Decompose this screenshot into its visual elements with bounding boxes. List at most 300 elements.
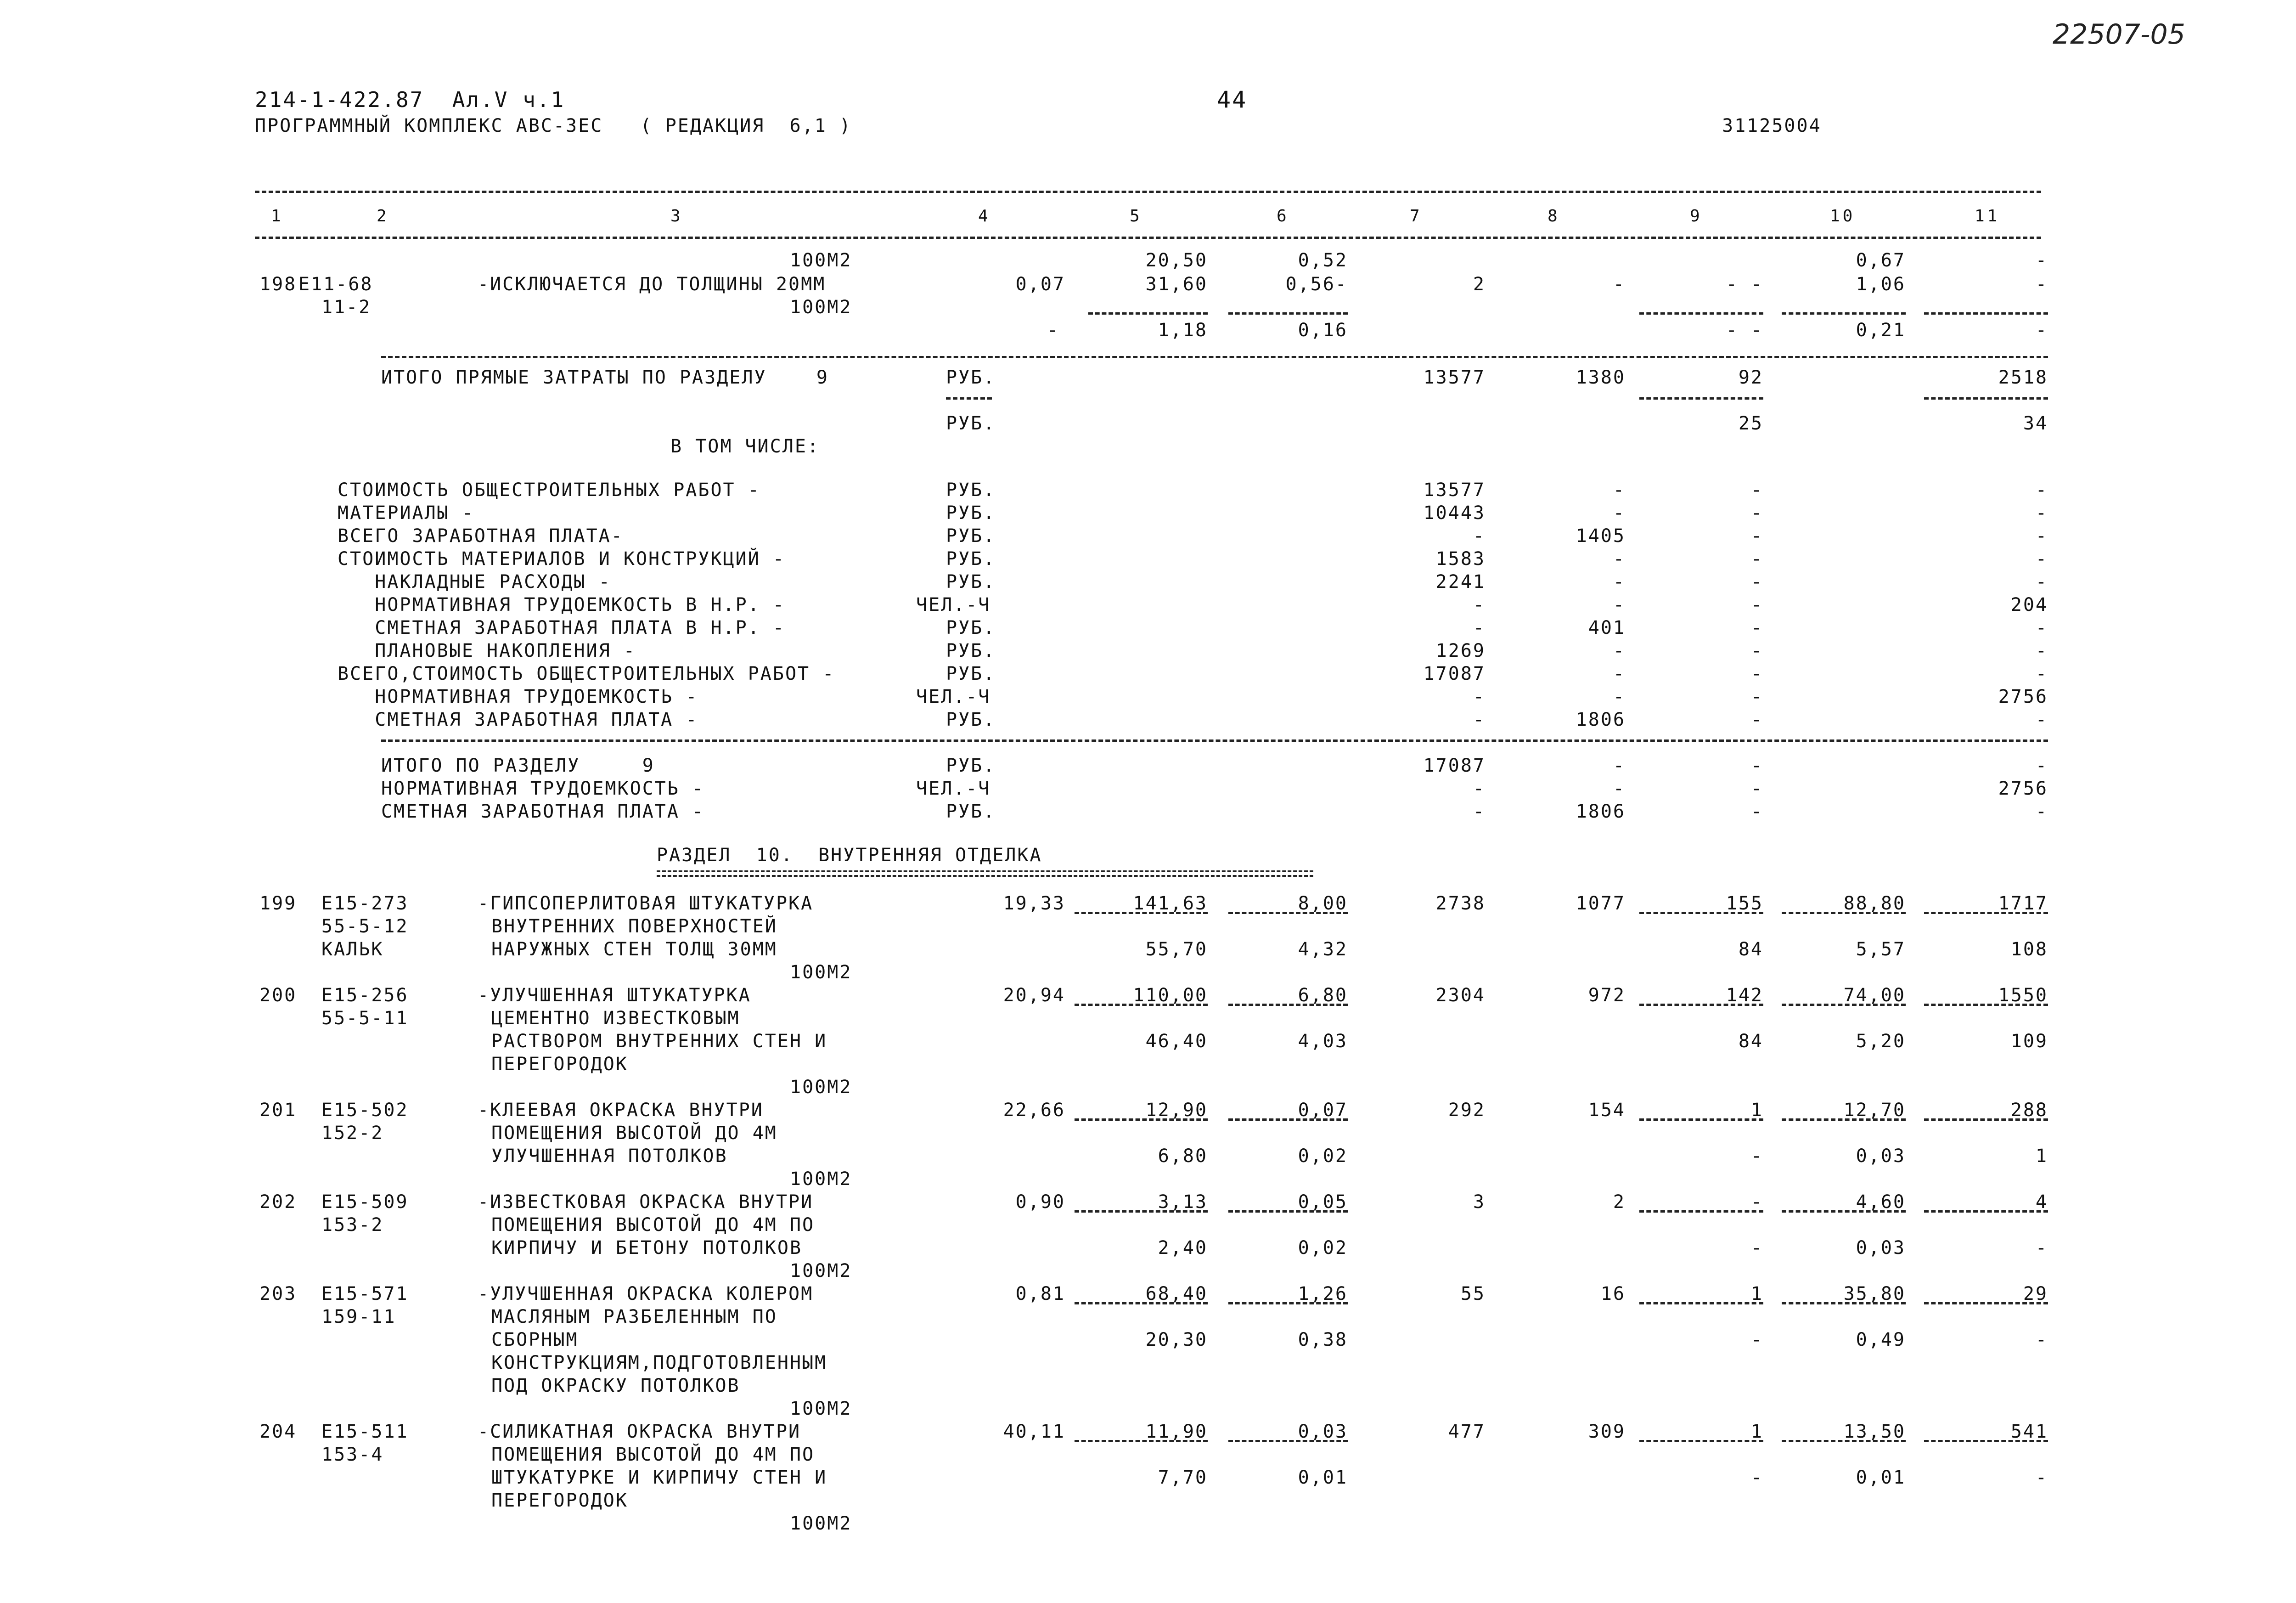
item-code: Е15-509 — [321, 1191, 409, 1213]
value-c5: 1,18 — [1158, 320, 1208, 341]
subtotal-rule-c9 — [1639, 1210, 1763, 1213]
item-description: ПЕРЕГОРОДОК — [491, 1054, 628, 1075]
item-code: Е15-571 — [321, 1283, 409, 1304]
item-code: Е15-256 — [321, 985, 409, 1006]
breakdown-label: НАКЛАДНЫЕ РАСХОДЫ - — [338, 571, 611, 593]
subtotal-rule-c6 — [1228, 1118, 1348, 1121]
value-c8: 1405 — [1576, 525, 1626, 547]
item-description: МАСЛЯНЫМ РАЗБЕЛЕННЫМ ПО — [491, 1306, 777, 1327]
value-c9: - — [1750, 548, 1763, 570]
column-header-9: 9 — [1690, 207, 1703, 226]
subtotal-rule-c10 — [1782, 312, 1906, 315]
value-c7: - — [1473, 778, 1486, 799]
value-c8: - — [1613, 686, 1626, 707]
value-c11: - — [2035, 502, 2048, 524]
section-total-label: СМЕТНАЯ ЗАРАБОТНАЯ ПЛАТА - — [381, 801, 705, 822]
value-c7: - — [1473, 617, 1486, 638]
value-c8: - — [1613, 571, 1626, 593]
subtotal-rule-c9 — [1639, 1118, 1763, 1121]
item-number: 201 — [259, 1100, 297, 1121]
value-c9: 142 — [1726, 985, 1763, 1006]
item-number: 202 — [259, 1191, 297, 1213]
item-description: ПОМЕЩЕНИЯ ВЫСОТОЙ ДО 4М — [491, 1123, 777, 1144]
value-c11: - — [2035, 1329, 2048, 1350]
item-description: ШТУКАТУРКЕ И КИРПИЧУ СТЕН И — [491, 1467, 827, 1488]
value-c9: - — [1750, 1146, 1763, 1167]
subtotal-rule-c11 — [1924, 1118, 2048, 1121]
value-c9: - — [1750, 571, 1763, 593]
subtotal-rule-c10 — [1782, 1004, 1906, 1006]
value-c4: 40,11 — [1003, 1421, 1065, 1442]
item-code-ref: 159-11 — [321, 1306, 396, 1327]
subtotal-rule-c5 — [1075, 912, 1208, 914]
value-c6: 0,38 — [1298, 1329, 1348, 1350]
value-c7: - — [1473, 801, 1486, 822]
value-c4: 0,90 — [1015, 1191, 1065, 1213]
value-c4: 0,81 — [1015, 1283, 1065, 1304]
subtotal-rule-c5 — [1075, 1210, 1208, 1213]
value-c7: 17087 — [1423, 663, 1486, 684]
subtotal-rule-c10 — [1782, 1210, 1906, 1213]
unit-label: РУБ. — [946, 548, 996, 570]
value-c7: 2304 — [1435, 985, 1486, 1006]
value-c9: - — [1750, 640, 1763, 661]
column-header-7: 7 — [1410, 207, 1423, 226]
value-c9: - — [1750, 1329, 1763, 1350]
unit-label: РУБ. — [946, 755, 996, 776]
value-c9: - — [1750, 1467, 1763, 1488]
value-c11: 4 — [2035, 1191, 2048, 1213]
item-code-ref: 152-2 — [321, 1123, 384, 1144]
value-c7: 17087 — [1423, 755, 1486, 776]
value-c8: - — [1613, 548, 1626, 570]
value-c8: 16 — [1600, 1283, 1626, 1304]
subtotal-rule-c11 — [1924, 1004, 2048, 1006]
breakdown-label: НОРМАТИВНАЯ ТРУДОЕМКОСТЬ - — [338, 686, 698, 707]
value-c5: 20,50 — [1145, 250, 1208, 271]
value-c7: 1269 — [1435, 640, 1486, 661]
value-c11: 2518 — [1998, 367, 2048, 388]
value-c5: 68,40 — [1145, 1283, 1208, 1304]
value-c6: 4,03 — [1298, 1031, 1348, 1052]
value-c8: 1806 — [1576, 709, 1626, 730]
value-c4: 22,66 — [1003, 1100, 1065, 1121]
value-c9: - — [1750, 686, 1763, 707]
value-c4: 20,94 — [1003, 985, 1065, 1006]
subtotal-rule-c5 — [1075, 1302, 1208, 1304]
item-description: КОНСТРУКЦИЯМ,ПОДГОТОВЛЕННЫМ — [491, 1352, 827, 1373]
unit-label: 100М2 — [790, 1260, 852, 1281]
subtotal-rule-c9 — [1639, 1302, 1763, 1304]
value-c6: 6,80 — [1298, 985, 1348, 1006]
value-c7: 292 — [1448, 1100, 1486, 1121]
value-c8: 401 — [1588, 617, 1626, 638]
unit-label: ЧЕЛ.-Ч — [916, 594, 991, 615]
value-c11: - — [2035, 709, 2048, 730]
value-c9: - — [1750, 502, 1763, 524]
value-c6: 1,26 — [1298, 1283, 1348, 1304]
value-c9: - — [1750, 709, 1763, 730]
section-rule — [381, 739, 2048, 742]
item-description: ПОМЕЩЕНИЯ ВЫСОТОЙ ДО 4М ПО — [491, 1214, 815, 1236]
value-c11: - — [2035, 640, 2048, 661]
value-c6: 0,16 — [1298, 320, 1348, 341]
value-c11: 1 — [2035, 1146, 2048, 1167]
item-description: ВНУТРЕННИХ ПОВЕРХНОСТЕЙ — [491, 916, 777, 937]
column-header-6: 6 — [1277, 207, 1289, 226]
item-number: 204 — [259, 1421, 297, 1442]
item-description: -СИЛИКАТНАЯ ОКРАСКА ВНУТРИ — [478, 1421, 801, 1442]
direct-total-label: ИТОГО ПРЯМЫЕ ЗАТРАТЫ ПО РАЗДЕЛУ 9 — [381, 367, 829, 388]
value-c8: - — [1613, 502, 1626, 524]
value-c6: 0,52 — [1298, 250, 1348, 271]
value-c9: 1 — [1750, 1100, 1763, 1121]
subtotal-rule-c9 — [1639, 1440, 1763, 1442]
breakdown-label: СМЕТНАЯ ЗАРАБОТНАЯ ПЛАТА - — [338, 709, 698, 730]
column-header-11: 11 — [1975, 207, 2000, 226]
unit-label: РУБ. — [946, 801, 996, 822]
unit-label: РУБ. — [946, 502, 996, 524]
value-c9: - — [1750, 1191, 1763, 1213]
column-header-2: 2 — [377, 207, 389, 226]
unit-rule — [946, 397, 992, 400]
value-c8: 2 — [1613, 1191, 1626, 1213]
subtotal-rule-c10 — [1782, 1440, 1906, 1442]
value-c9: 92 — [1738, 367, 1763, 388]
item-description: -ИЗВЕСТКОВАЯ ОКРАСКА ВНУТРИ — [478, 1191, 814, 1213]
value-c7: 477 — [1448, 1421, 1486, 1442]
value-c5: 11,90 — [1145, 1421, 1208, 1442]
value-c11: 2756 — [1998, 686, 2048, 707]
value-c6: 0,56- — [1285, 274, 1348, 295]
value-c10: 74,00 — [1843, 985, 1906, 1006]
value-c11: - — [2035, 801, 2048, 822]
column-header-3: 3 — [670, 207, 683, 226]
value-c5: 6,80 — [1158, 1146, 1208, 1167]
item-code-ref: КАЛЬК — [321, 939, 384, 960]
page-number: 44 — [1217, 86, 1248, 113]
value-c5: 46,40 — [1145, 1031, 1208, 1052]
value-c10: 0,03 — [1856, 1146, 1906, 1167]
subtotal-rule-c6 — [1228, 1440, 1348, 1442]
item-description: НАРУЖНЫХ СТЕН ТОЛЩ 30ММ — [491, 939, 777, 960]
value-c8: - — [1613, 663, 1626, 684]
breakdown-label: ВСЕГО ЗАРАБОТНАЯ ПЛАТА- — [338, 525, 624, 547]
value-c6: 0,02 — [1298, 1146, 1348, 1167]
value-c11: - — [2035, 617, 2048, 638]
unit-label: 100М2 — [790, 297, 852, 318]
value-c7: 3 — [1473, 1191, 1486, 1213]
value-c6: 0,07 — [1298, 1100, 1348, 1121]
item-description: -УЛУЧШЕННАЯ ШТУКАТУРКА — [478, 985, 751, 1006]
subtotal-rule-c11 — [1924, 397, 2048, 400]
subtotal-rule-c11 — [1924, 912, 2048, 914]
value-c5: 12,90 — [1145, 1100, 1208, 1121]
value-c11: 541 — [2010, 1421, 2048, 1442]
value-c11: - — [2035, 250, 2048, 271]
item-description: ПОД ОКРАСКУ ПОТОЛКОВ — [491, 1375, 740, 1396]
unit-label: ЧЕЛ.-Ч — [916, 686, 991, 707]
item-code: Е15-502 — [321, 1100, 409, 1121]
value-c8: 309 — [1588, 1421, 1626, 1442]
item-description: ПЕРЕГОРОДОК — [491, 1490, 628, 1511]
value-c8: 1806 — [1576, 801, 1626, 822]
including-label: В ТОМ ЧИСЛЕ: — [670, 436, 820, 457]
item-description: СБОРНЫМ — [491, 1329, 579, 1350]
value-c9: - - — [1726, 274, 1763, 295]
unit-label: РУБ. — [946, 617, 996, 638]
column-header-5: 5 — [1130, 207, 1142, 226]
item-description: -КЛЕЕВАЯ ОКРАСКА ВНУТРИ — [478, 1100, 764, 1121]
value-c10: 0,49 — [1856, 1329, 1906, 1350]
value-c9: - — [1750, 594, 1763, 615]
value-c10: 13,50 — [1843, 1421, 1906, 1442]
value-c10: 12,70 — [1843, 1100, 1906, 1121]
unit-label: РУБ. — [946, 525, 996, 547]
item-description: -ГИПСОПЕРЛИТОВАЯ ШТУКАТУРКА — [478, 893, 814, 914]
value-c8: 154 — [1588, 1100, 1626, 1121]
value-c8: - — [1613, 480, 1626, 501]
value-c9: - — [1750, 525, 1763, 547]
value-c7: - — [1473, 709, 1486, 730]
value-c10: 0,03 — [1856, 1237, 1906, 1259]
value-c7: - — [1473, 525, 1486, 547]
breakdown-label: ВСЕГО,СТОИМОСТЬ ОБЩЕСТРОИТЕЛЬНЫХ РАБОТ - — [338, 663, 835, 684]
unit-label: ЧЕЛ.-Ч — [916, 778, 991, 799]
value-c11: 2756 — [1998, 778, 2048, 799]
value-c9: - — [1750, 663, 1763, 684]
value-c7: 1583 — [1435, 548, 1486, 570]
value-c11: - — [2035, 571, 2048, 593]
value-c5: 20,30 — [1145, 1329, 1208, 1350]
value-c11: 1717 — [1998, 893, 2048, 914]
subtotal-rule-c6 — [1228, 1210, 1348, 1213]
value-c8: 1380 — [1576, 367, 1626, 388]
value-c11: - — [2035, 548, 2048, 570]
value-c6: 0,05 — [1298, 1191, 1348, 1213]
subtotal-rule-c5 — [1075, 1004, 1208, 1006]
value-c11: 109 — [2010, 1031, 2048, 1052]
value-c9: 25 — [1738, 413, 1763, 434]
item-description: ПОМЕЩЕНИЯ ВЫСОТОЙ ДО 4М ПО — [491, 1444, 815, 1465]
item-description: -УЛУЧШЕННАЯ ОКРАСКА КОЛЕРОМ — [478, 1283, 814, 1304]
value-c5: 55,70 — [1145, 939, 1208, 960]
value-c8: - — [1613, 755, 1626, 776]
unit-label: 100М2 — [790, 1398, 852, 1419]
subtotal-rule-c5 — [1075, 1440, 1208, 1442]
value-c7: 2241 — [1435, 571, 1486, 593]
unit-label: 100М2 — [790, 1168, 852, 1190]
value-c8: - — [1613, 778, 1626, 799]
value-c10: 4,60 — [1856, 1191, 1906, 1213]
subtotal-rule-c6 — [1228, 1004, 1348, 1006]
item-description: КИРПИЧУ И БЕТОНУ ПОТОЛКОВ — [491, 1237, 803, 1259]
unit-label: РУБ. — [946, 480, 996, 501]
value-c7: 13577 — [1423, 367, 1486, 388]
value-c8: - — [1613, 640, 1626, 661]
column-header-1: 1 — [271, 207, 284, 226]
item-description: -ИСКЛЮЧАЕТСЯ ДО ТОЛЩИНЫ 20ММ — [478, 274, 826, 295]
value-c11: 1550 — [1998, 985, 2048, 1006]
doc-code: 214-1-422.87 Ал.V ч.1 — [255, 87, 565, 112]
section-title: РАЗДЕЛ 10. ВНУТРЕННЯЯ ОТДЕЛКА — [657, 845, 1042, 866]
item-code-ref: 153-4 — [321, 1444, 384, 1465]
value-c10: 0,67 — [1856, 250, 1906, 271]
subtotal-rule-c11 — [1924, 1302, 2048, 1304]
breakdown-label: СТОИМОСТЬ МАТЕРИАЛОВ И КОНСТРУКЦИЙ - — [338, 548, 785, 570]
item-code: Е15-511 — [321, 1421, 409, 1442]
unit-label: 100М2 — [790, 250, 852, 271]
value-c5: 2,40 — [1158, 1237, 1208, 1259]
subtotal-rule-c5 — [1075, 1118, 1208, 1121]
unit-label: 100М2 — [790, 1077, 852, 1098]
value-c11: - — [2035, 1467, 2048, 1488]
value-c6: 0,03 — [1298, 1421, 1348, 1442]
value-c11: - — [2035, 320, 2048, 341]
item-number: 203 — [259, 1283, 297, 1304]
value-c8: - — [1613, 594, 1626, 615]
value-c9: - - — [1726, 320, 1763, 341]
value-c5: 141,63 — [1133, 893, 1208, 914]
item-code-ref: 153-2 — [321, 1214, 384, 1236]
subtotal-rule-c9 — [1639, 1004, 1763, 1006]
value-c7: 2738 — [1435, 893, 1486, 914]
value-c11: - — [2035, 663, 2048, 684]
section-total-label: ИТОГО ПО РАЗДЕЛУ 9 — [381, 755, 655, 776]
unit-label: 100М2 — [790, 962, 852, 983]
column-header-4: 4 — [978, 207, 991, 226]
column-header-10: 10 — [1830, 207, 1856, 226]
value-c11: - — [2035, 525, 2048, 547]
unit-label: РУБ. — [946, 663, 996, 684]
unit-label: РУБ. — [946, 413, 996, 434]
value-c5: 31,60 — [1145, 274, 1208, 295]
value-c9: - — [1750, 480, 1763, 501]
item-code-ref: 55-5-12 — [321, 916, 409, 937]
value-c7: - — [1473, 594, 1486, 615]
value-c6: 0,02 — [1298, 1237, 1348, 1259]
value-c5: 3,13 — [1158, 1191, 1208, 1213]
item-code-ref: 11-2 — [321, 297, 371, 318]
value-c7: 55 — [1460, 1283, 1486, 1304]
value-c10: 0,21 — [1856, 320, 1906, 341]
subtotal-rule-c6 — [1228, 312, 1348, 315]
subtotal-rule-c10 — [1782, 1302, 1906, 1304]
item-number: 200 — [259, 985, 297, 1006]
section-rule — [381, 356, 2048, 358]
value-c4: 0,07 — [1015, 274, 1065, 295]
value-c7: 10443 — [1423, 502, 1486, 524]
subtotal-rule-c10 — [1782, 1118, 1906, 1121]
value-c9: 84 — [1738, 1031, 1763, 1052]
header-bottom-rule — [255, 237, 2041, 239]
subtotal-rule-c6 — [1228, 1302, 1348, 1304]
breakdown-label: ПЛАНОВЫЕ НАКОПЛЕНИЯ - — [338, 640, 636, 661]
value-c10: 35,80 — [1843, 1283, 1906, 1304]
value-c9: - — [1750, 617, 1763, 638]
value-c11: - — [2035, 480, 2048, 501]
value-c9: 1 — [1750, 1421, 1763, 1442]
value-c6: 8,00 — [1298, 893, 1348, 914]
value-c6: 0,01 — [1298, 1467, 1348, 1488]
subtotal-rule-c9 — [1639, 397, 1763, 400]
item-code: Е15-273 — [321, 893, 409, 914]
value-c11: 34 — [2023, 413, 2048, 434]
value-c5: 110,00 — [1133, 985, 1208, 1006]
item-number: 198 — [259, 274, 297, 295]
value-c9: - — [1750, 755, 1763, 776]
item-description: РАСТВОРОМ ВНУТРЕННИХ СТЕН И — [491, 1031, 827, 1052]
document-id: 31125004 — [1722, 115, 1822, 136]
unit-label: РУБ. — [946, 709, 996, 730]
value-c5: 7,70 — [1158, 1467, 1208, 1488]
value-c10: 0,01 — [1856, 1467, 1906, 1488]
item-code: Е11-68 — [298, 274, 373, 295]
breakdown-label: СМЕТНАЯ ЗАРАБОТНАЯ ПЛАТА В Н.Р. - — [338, 617, 785, 638]
unit-label: РУБ. — [946, 640, 996, 661]
value-c9: - — [1750, 778, 1763, 799]
subtotal-rule-c11 — [1924, 1440, 2048, 1442]
item-description: ЦЕМЕНТНО ИЗВЕСТКОВЫМ — [491, 1008, 740, 1029]
value-c10: 88,80 — [1843, 893, 1906, 914]
subtotal-rule-c10 — [1782, 912, 1906, 914]
value-c8: 972 — [1588, 985, 1626, 1006]
subtotal-rule-c11 — [1924, 1210, 2048, 1213]
value-c7: - — [1473, 686, 1486, 707]
value-c11: - — [2035, 274, 2048, 295]
section-title-underline — [657, 870, 1313, 877]
value-c7: 13577 — [1423, 480, 1486, 501]
breakdown-label: СТОИМОСТЬ ОБЩЕСТРОИТЕЛЬНЫХ РАБОТ - — [338, 480, 760, 501]
value-c4: 19,33 — [1003, 893, 1065, 914]
subtotal-rule-c11 — [1924, 312, 2048, 315]
subtotal-rule-c5 — [1088, 312, 1208, 315]
value-c9: - — [1750, 1237, 1763, 1259]
archive-stamp: 22507-05 — [2053, 18, 2185, 51]
header-top-rule — [255, 191, 2041, 193]
column-header-8: 8 — [1548, 207, 1560, 226]
subtotal-rule-c9 — [1639, 312, 1763, 315]
value-c10: 5,57 — [1856, 939, 1906, 960]
breakdown-label: МАТЕРИАЛЫ - — [338, 502, 474, 524]
value-c7: 2 — [1473, 274, 1486, 295]
value-c11: 288 — [2010, 1100, 2048, 1121]
value-c11: - — [2035, 1237, 2048, 1259]
unit-label: 100М2 — [790, 1513, 852, 1534]
value-c9: 155 — [1726, 893, 1763, 914]
value-c6: 4,32 — [1298, 939, 1348, 960]
value-c10: 1,06 — [1856, 274, 1906, 295]
value-c11: 204 — [2010, 594, 2048, 615]
value-c9: 84 — [1738, 939, 1763, 960]
subtotal-rule-c9 — [1639, 912, 1763, 914]
breakdown-label: НОРМАТИВНАЯ ТРУДОЕМКОСТЬ В Н.Р. - — [338, 594, 785, 615]
value-c10: 5,20 — [1856, 1031, 1906, 1052]
section-total-label: НОРМАТИВНАЯ ТРУДОЕМКОСТЬ - — [381, 778, 705, 799]
unit-label: РУБ. — [946, 367, 996, 388]
value-c11: 108 — [2010, 939, 2048, 960]
value-c11: - — [2035, 755, 2048, 776]
program-title: ПРОГРАММНЫЙ КОМПЛЕКС АВС-3ЕС ( РЕДАКЦИЯ 6,1 ) — [255, 115, 852, 136]
value-c4: - — [1047, 320, 1060, 341]
value-c8: - — [1613, 274, 1626, 295]
item-number: 199 — [259, 893, 297, 914]
subtotal-rule-c6 — [1228, 912, 1348, 914]
unit-label: РУБ. — [946, 571, 996, 593]
value-c9: - — [1750, 801, 1763, 822]
value-c9: 1 — [1750, 1283, 1763, 1304]
item-code-ref: 55-5-11 — [321, 1008, 409, 1029]
